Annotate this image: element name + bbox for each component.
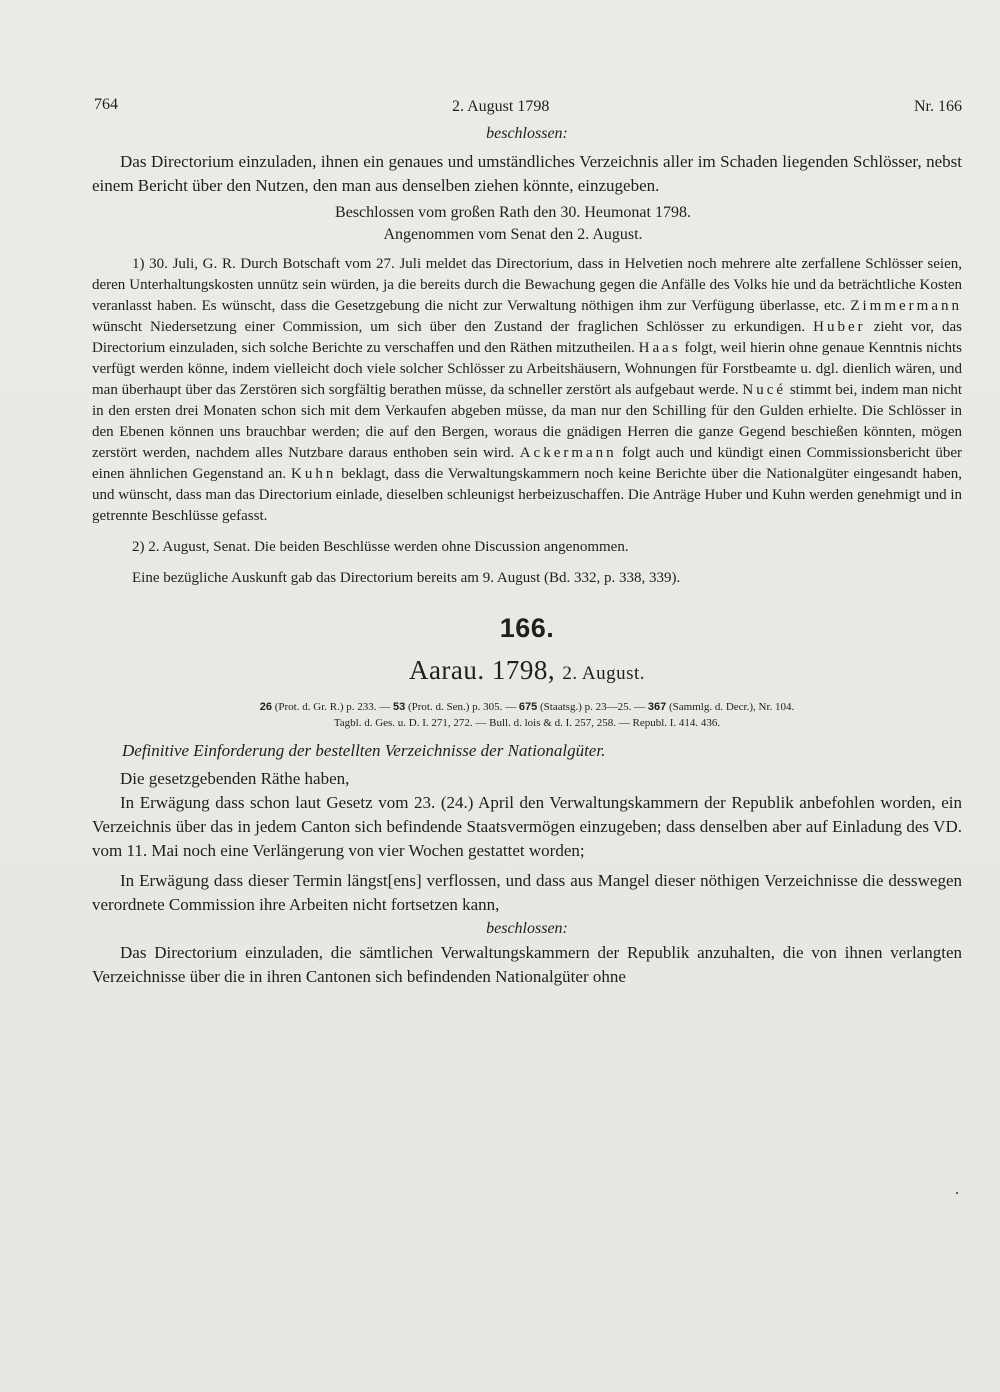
running-head-date: 2. August 1798 [452, 98, 550, 115]
consideration-2: In Erwägung dass dieser Termin längst[ens] verflossen, und dass aus Mangel dieser nöthigen Verzeichnisse die desswegen verordnete Commission ihre Arbeiten nicht fortsetzen kann, [92, 871, 962, 914]
preamble: Die gesetzgebenden Räthe haben, [120, 769, 350, 788]
note-1-text-f: folgt auch und kündigt einen Commissionsbericht über einen ähnlichen Gegenstand an. [92, 445, 963, 482]
source-references [92, 699, 962, 731]
running-head [92, 92, 962, 118]
source-text-2: (Prot. d. Sen.) p. 305. — [407, 701, 517, 713]
note-1-text-d: folgt, weil hierin ohne genaue Kenntnis nichts verfügt werden könne, indem vielleicht doch viele solcher Schlösser zu Arbeitshäusern, Wohnungen für Forstbeamte u. dgl. dienlich wären, und man überhaupt über das Zerstören sich sorgfältig berathen müsse, da schneller zerstört als aufgebaut werde. [92, 340, 963, 398]
page-dot-mark [956, 1192, 958, 1194]
document-place-year: Aarau. 1798, [408, 655, 556, 685]
source-line-2: Tagbl. d. Ges. u. D. I. 271, 272. — Bull. d. lois & d. I. 257, 258. — Republ. I. 414. 436. [333, 717, 721, 729]
approval-line-council: Beschlossen vom großen Rath den 30. Heumonat 1798. [335, 204, 691, 221]
approval-line-senate: Angenommen vom Senat den 2. August. [383, 226, 643, 243]
note-3: Eine bezügliche Auskunft gab das Directorium bereits am 9. August (Bd. 332, p. 338, 339). [132, 570, 681, 586]
speaker-huber: Huber [813, 319, 866, 335]
document-subject: Definitive Einforderung der bestellten Verzeichnisse der Nationalgüter. [122, 741, 606, 760]
note-1 [92, 254, 962, 527]
decision-text-top: Das Directorium einzuladen, ihnen ein genaues und umständliches Verzeichnis aller im Schaden liegenden Schlösser, nebst einem Bericht über den Nutzen, den man aus denselben ziehen könnte, einzugeben. [92, 152, 962, 195]
running-head-document-number: Nr. 166 [914, 98, 962, 115]
speaker-kuhn: Kuhn [291, 466, 337, 482]
source-num-4: 367 [647, 701, 667, 713]
document-number: 166. [499, 613, 555, 643]
decision-text-bottom: Das Directorium einzuladen, die sämtlichen Verwaltungskammern der Republik anzuhalten, die von ihnen verlangten Verzeichnisse über die in ihren Cantonen sich befindenden Nationalgüter ohne [92, 943, 962, 986]
source-text-4: (Sammlg. d. Decr.), Nr. 104. [668, 701, 795, 713]
speaker-zimmermann: Zimmermann [850, 298, 962, 314]
source-text-1: (Prot. d. Gr. R.) p. 233. — [274, 701, 391, 713]
source-text-3: (Staatsg.) p. 23—25. — [540, 701, 646, 713]
speaker-haas: Haas [638, 340, 681, 356]
note-1-text-g: beklagt, dass die Verwaltungskammern noch keine Berichte über die Nationalgüter eingesandt haben, und wünscht, dass man das Directorium einlade, dieselben schleunigst herbeizuschaffen. Die Anträge Huber und Kuhn werden genehmigt und in getrennte Beschlüsse gefasst. [92, 466, 963, 524]
source-line-1 [92, 699, 962, 715]
note-2: 2) 2. August, Senat. Die beiden Beschlüsse werden ohne Discussion angenommen. [132, 539, 629, 555]
consideration-1: In Erwägung dass schon laut Gesetz vom 23. (24.) April den Verwaltungskammern der Republik anbefohlen worden, ein Verzeichnis über das in jedem Canton sich befindende Staatsvermögen einzugeben; dass denselben aber auf Einladung des VD. vom 11. Mai noch eine Verlängerung von vier Wochen gestattet worden; [92, 793, 962, 860]
note-1-text-a: Durch Botschaft vom 27. Juli meldet das Directorium, dass in Helvetien noch mehrere alte zerfallene Schlösser seien, deren Unterhaltungskosten unnütz sein würden, ja die bereits durch die Bewachung gegen die Anfälle des Volks hie und da beträchtliche Kosten veranlasst haben. Es wünscht, dass die Gesetzgebung die nicht zur Verwaltung nöthigen ihm zur Verfügung überlasse, etc. [92, 256, 962, 314]
page-number: 764 [94, 96, 118, 113]
note-1-text-e: stimmt bei, indem man nicht in den ersten drei Monaten schon sich mit dem Verkaufen abgeben müsse, da man nur den Schilling für den Gulden erhielte. Die Schlösser in den Ebenen können uns brauchbar werden; die auf den Bergen, woraus die gnädigen Herren die ganze Gegend beschießen könnten, mögen zerstört werden, nachdem alles Nutzbare daraus enthoben sein wird. [92, 382, 962, 461]
document-place-date [92, 653, 962, 691]
note-1-text-c: zieht vor, das Directorium einzuladen, sich solche Berichte zu verschaffen und den Räthen mitzutheilen. [92, 319, 962, 356]
speaker-nuce: Nucé [742, 382, 787, 398]
document-day: 2. August. [562, 663, 646, 684]
note-1-text-b: wünscht Niedersetzung einer Commission, um sich über den Zustand der fraglichen Schlösser zu erkundigen. [92, 319, 806, 335]
decision-heading-bottom: beschlossen: [486, 920, 568, 937]
speaker-ackermann: Ackermann [519, 445, 617, 461]
source-num-1: 26 [259, 701, 272, 713]
decision-heading-top: beschlossen: [486, 125, 568, 142]
source-num-2: 53 [392, 701, 406, 713]
source-num-3: 675 [518, 701, 538, 713]
note-1-prefix: 1) 30. Juli, G. R. [132, 256, 236, 272]
